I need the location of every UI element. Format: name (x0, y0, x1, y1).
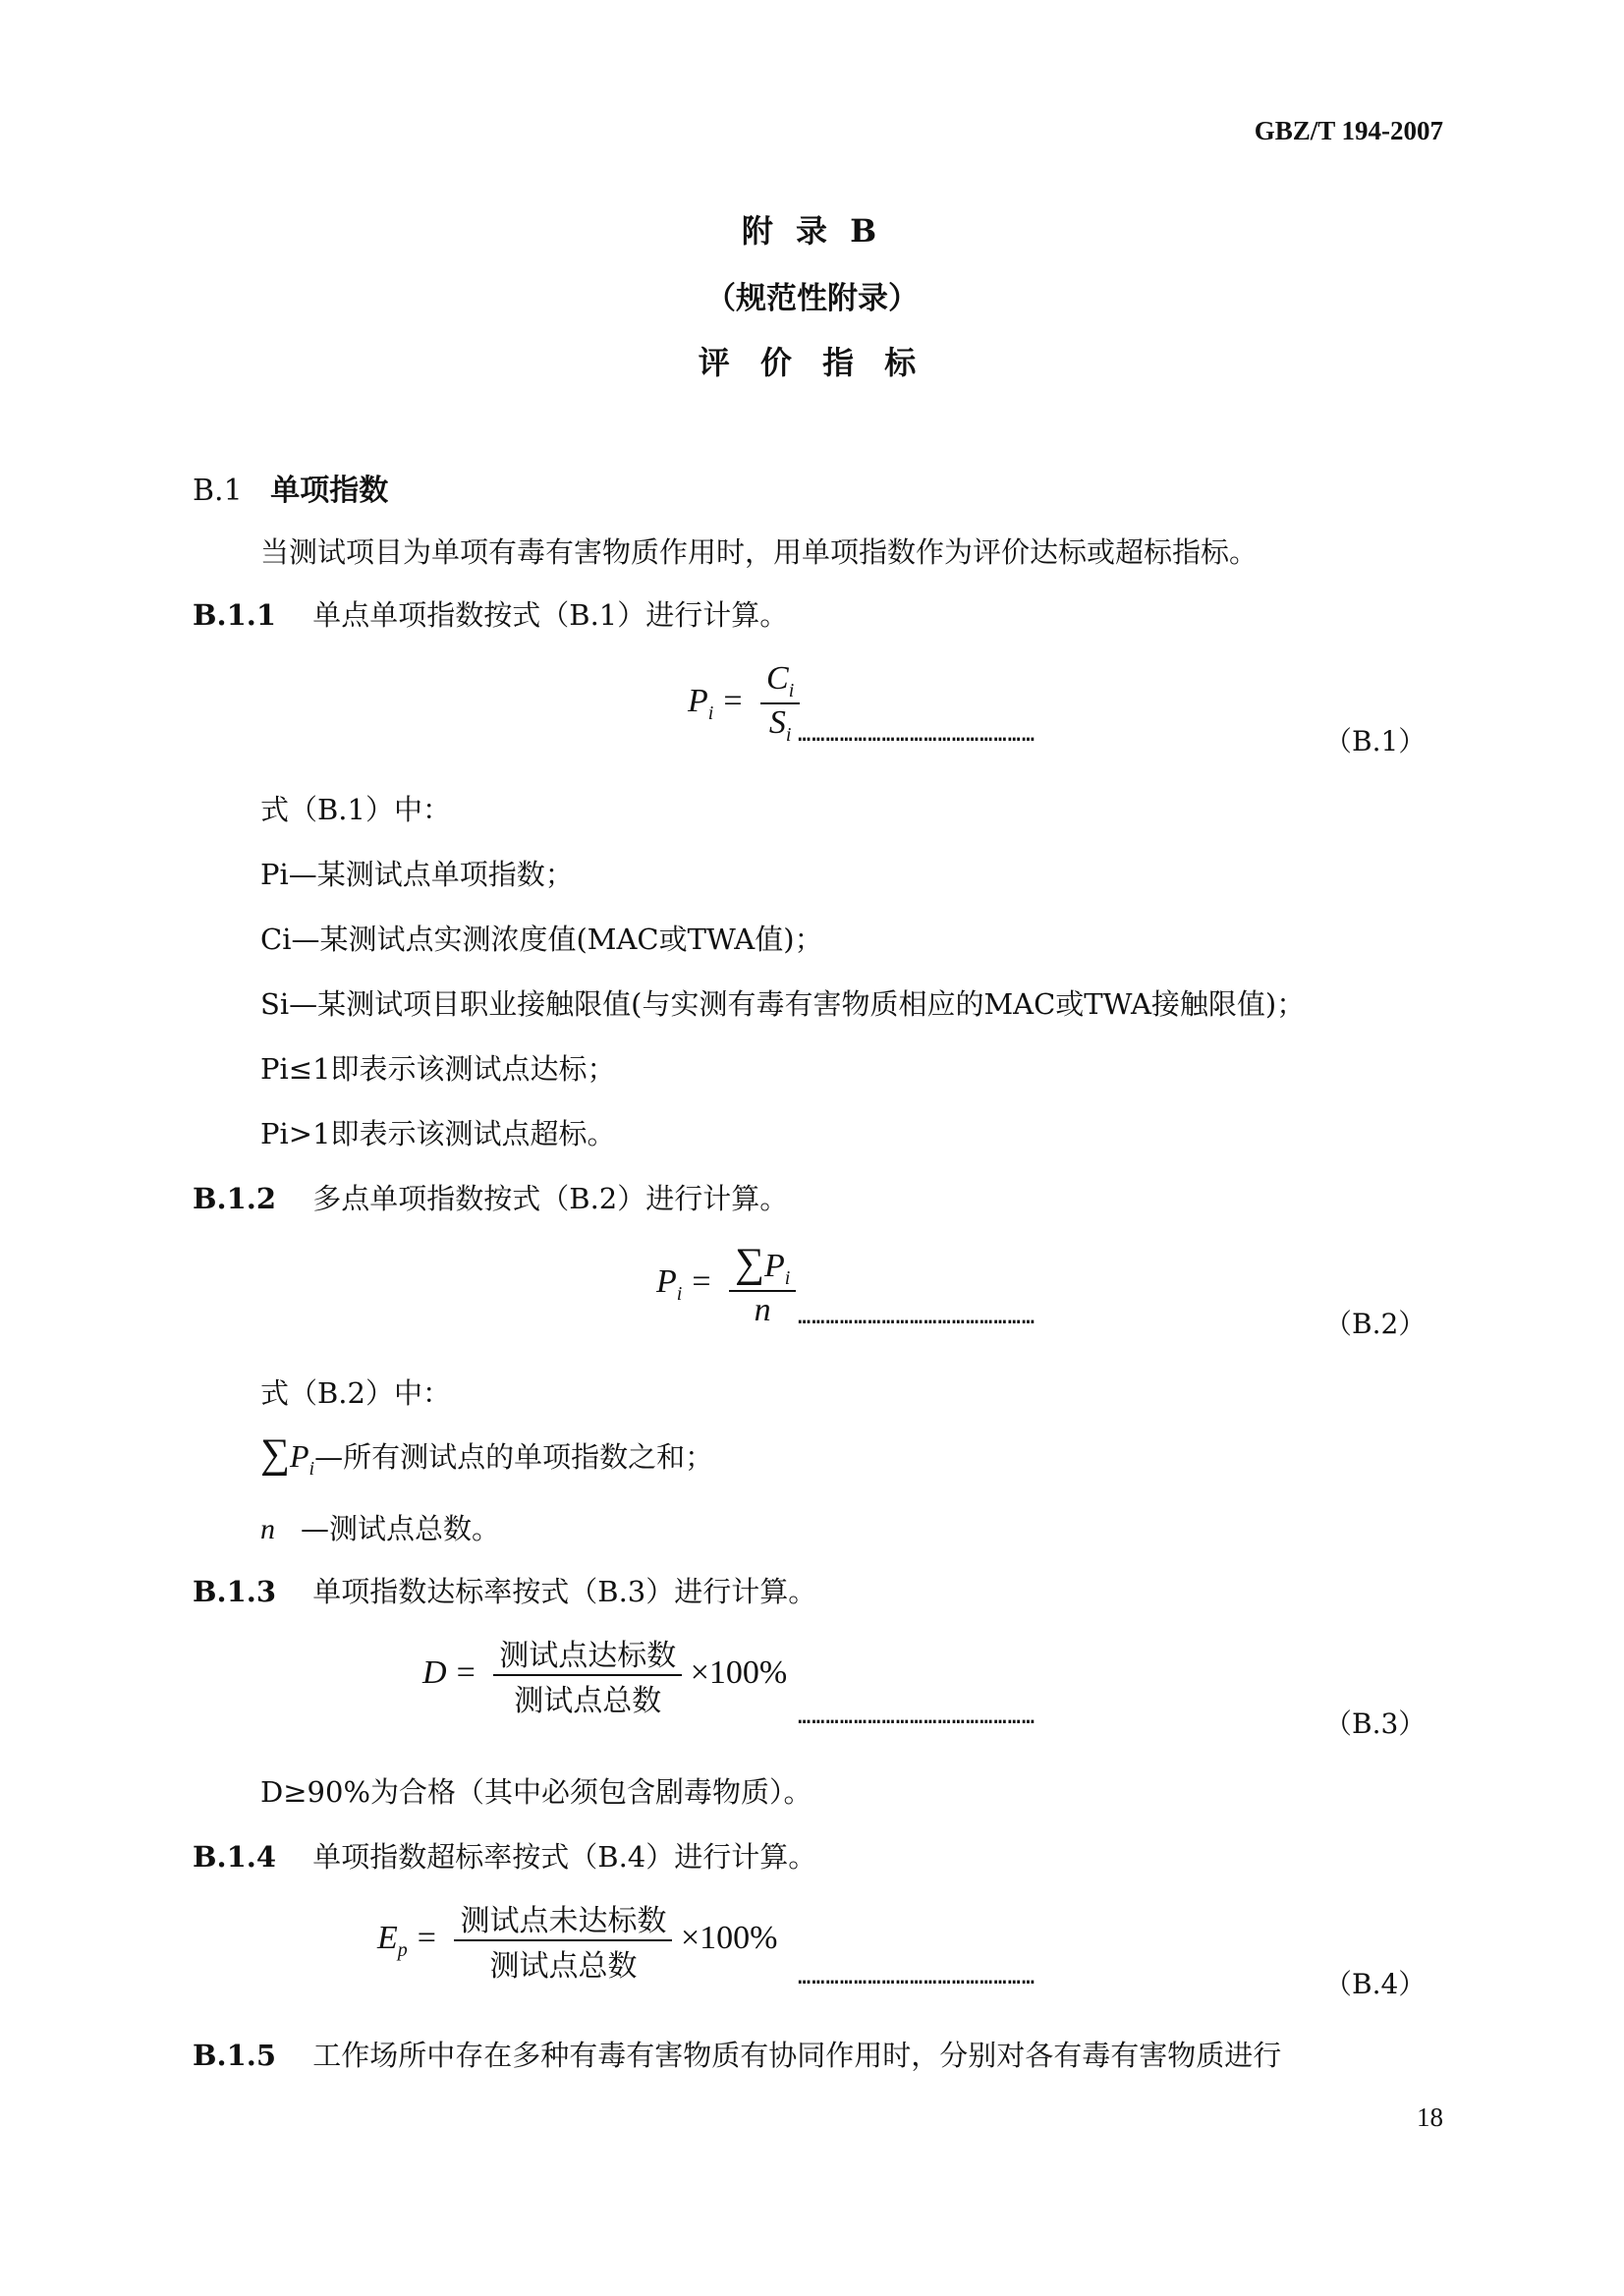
equation-number: （B.3） (1324, 1708, 1427, 1740)
intro-paragraph: 当测试项目为单项有毒有害物质作用时，用单项指数作为评价达标或超标指标。 (260, 535, 1259, 569)
clause-text: 多点单项指数按式（B.2）进行计算。 (312, 1182, 789, 1215)
definition-item: n —测试点总数。 (260, 1512, 501, 1545)
where-label: 式（B.2）中： (260, 1376, 451, 1410)
definition-item: $\sum P_i—$所有测试点的单项指数之和； (260, 1431, 714, 1480)
clause-number: B.1.4 (193, 1840, 277, 1874)
leader-dots: …………………………………………… (798, 1305, 1036, 1329)
equation-number: （B.2） (1324, 1308, 1427, 1340)
clause-b15 (193, 2034, 1281, 2074)
equation-number: （B.1） (1324, 725, 1427, 757)
leader-dots: …………………………………………… (798, 1705, 1036, 1729)
clause-number: B.1.2 (193, 1182, 277, 1215)
formula-b2: $P_i$ = $\frac{\sum P_i}{n}$ (656, 1240, 796, 1329)
where-label: 式（B.1）中： (260, 793, 451, 826)
formula-b4: $E_p$ = $\frac{\text{测试点未达标数}}{\text{测试点总数}}$ ×100% (377, 1896, 777, 1985)
clause-text: 单项指数达标率按式（B.3）进行计算。 (312, 1575, 817, 1608)
document-code: GBZ/T 194-2007 (1254, 116, 1443, 145)
definition-item: Pi>1即表示该测试点超标。 (260, 1117, 616, 1150)
definition-item: Si—某测试项目职业接触限值(与实测有毒有害物质相应的MAC或TWA接触限值)； (260, 987, 1306, 1021)
leader-dots: …………………………………………… (798, 1965, 1036, 1989)
clause-number: B.1.3 (193, 1575, 277, 1608)
clause-b13 (193, 1570, 816, 1610)
appendix-name: 评 价 指 标 (698, 344, 926, 381)
leader-dots: …………………………………………… (798, 722, 1036, 747)
clause-b14 (193, 1835, 816, 1876)
section-title: 单项指数 (270, 474, 389, 508)
section-number: B.1 (193, 474, 243, 508)
clause-text: 单点单项指数按式（B.1）进行计算。 (312, 598, 789, 632)
appendix-title: 附 录 B (741, 212, 883, 250)
appendix-type: （规范性附录） (705, 281, 919, 316)
clause-text: 单项指数超标率按式（B.4）进行计算。 (312, 1840, 817, 1874)
clause-number: B.1.1 (193, 598, 277, 632)
formula-b1: $P_i$ = $\frac{C_i}{S_i}$ (688, 660, 800, 747)
clause-b12 (193, 1177, 788, 1217)
definition-item: Pi≤1即表示该测试点达标； (260, 1052, 616, 1086)
clause-text: 工作场所中存在多种有毒有害物质有协同作用时，分别对各有毒有害物质进行 (312, 2039, 1282, 2072)
formula-b3: D = $\frac{\text{测试点达标数}}{\text{测试点总数}}$ ×100% (422, 1631, 787, 1719)
definition-item: Ci—某测试点实测浓度值(MAC或TWA值)； (260, 923, 823, 956)
page-number: 18 (1417, 2102, 1443, 2132)
equation-number: （B.4） (1324, 1968, 1427, 2000)
definition-item: Pi—某测试点单项指数； (260, 858, 574, 891)
section-heading (193, 466, 388, 509)
clause-b11 (193, 593, 788, 634)
note: D≥90%为合格（其中必须包含剧毒物质）。 (260, 1775, 812, 1809)
clause-number: B.1.5 (193, 2039, 277, 2072)
